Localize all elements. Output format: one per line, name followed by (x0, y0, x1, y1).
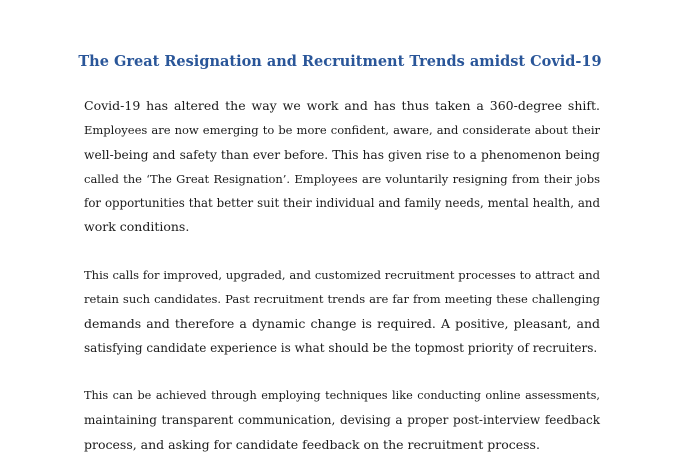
paragraph-line: well-being and safety than ever before. This has given rise to a phenomenon being (84, 147, 600, 162)
paragraph-1 (84, 94, 600, 240)
paragraph-line: This calls for improved, upgraded, and customized recruitment processes to attract and (84, 268, 600, 282)
paragraph-line: demands and therefore a dynamic change is required. A positive, pleasant, and (84, 315, 600, 331)
paragraph-2 (84, 263, 600, 360)
paragraph-line: satisfying candidate experience is what should be the topmost priority of recruiters. (84, 340, 598, 355)
paragraph-line: retain such candidates. Past recruitment trends are far from meeting these challenging (84, 292, 600, 307)
paragraph-line: Covid-19 has altered the way we work and has thus taken a 360-degree shift. (84, 98, 600, 113)
document-title: The Great Resignation and Recruitment Trends amidst Covid-19 (78, 53, 602, 70)
paragraph-line: called the ‘The Great Resignation’. Employees are voluntarily resigning from their jobs (84, 171, 600, 186)
paragraph-line: This can be achieved through employing techniques like conducting online assessments, (84, 389, 600, 402)
paragraph-3 (84, 384, 600, 457)
paragraph-line: work conditions. (84, 219, 190, 235)
paragraph-line: for opportunities that better suit their individual and family needs, mental health, and (84, 196, 600, 211)
paragraph-line: Employees are now emerging to be more confident, aware, and considerate about their (84, 123, 600, 138)
paragraph-line: process, and asking for candidate feedback on the recruitment process. (84, 436, 540, 452)
paragraph-line: maintaining transparent communication, devising a proper post-interview feedback (84, 413, 600, 428)
